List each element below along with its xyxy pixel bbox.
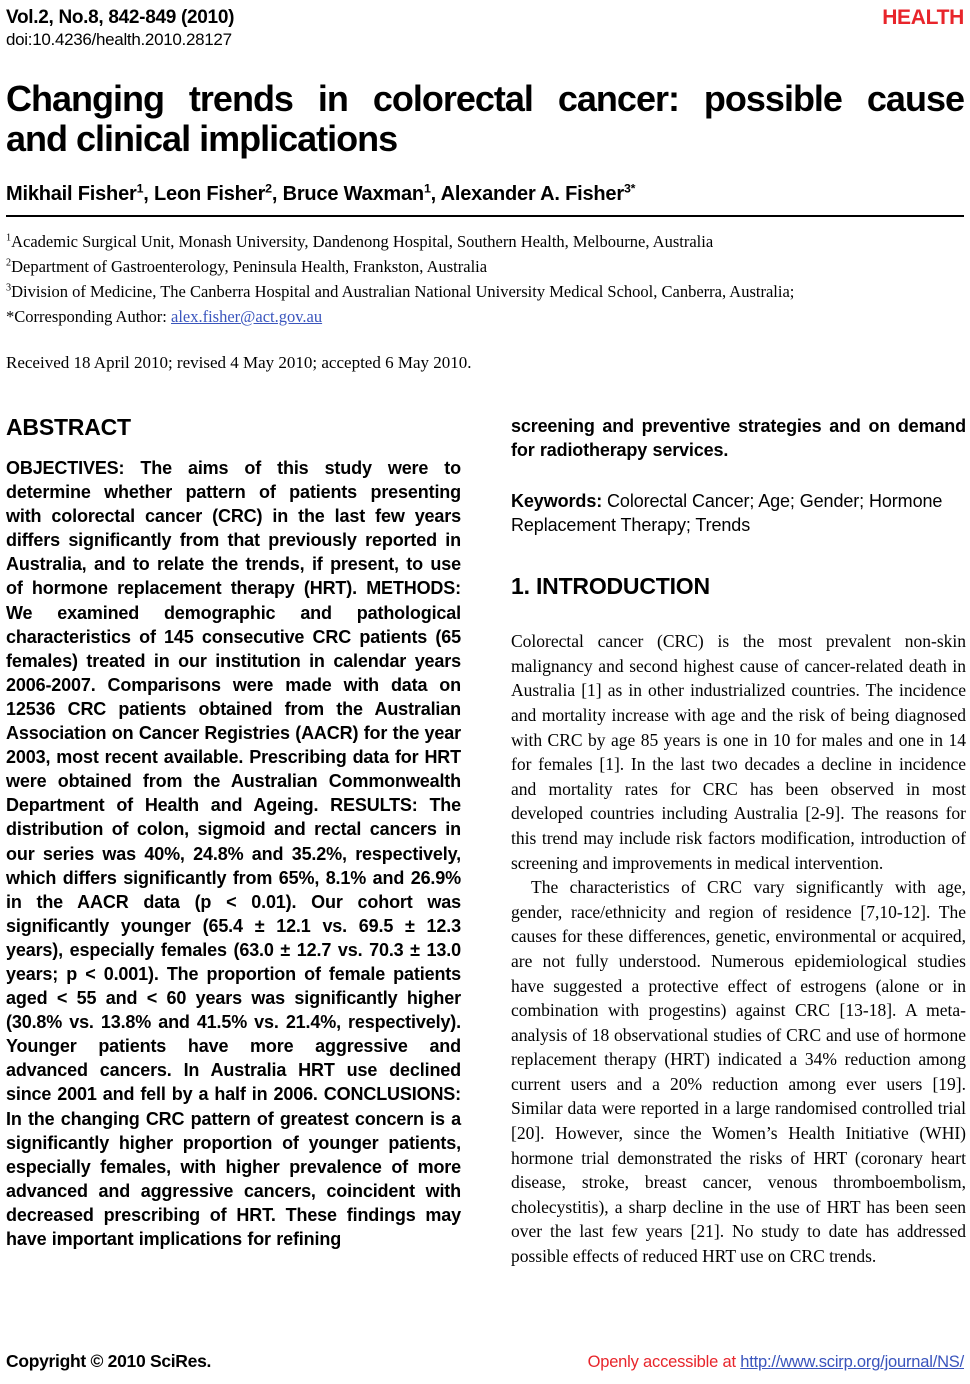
author-superscript: 2 [265, 181, 272, 196]
paper-title-line1: Changing trends in colorectal cancer: possible cause [6, 78, 964, 119]
affiliation-item: $^3$Division of Medicine, The Canberra Hospital and Australian National University Medical School, Canberra, Australia; [6, 282, 795, 301]
journal-issue-block [6, 6, 234, 50]
left-column [6, 414, 461, 1269]
journal-doi-line: doi:10.4236/health.2010.28127 [6, 30, 232, 49]
abstract-heading: ABSTRACT [6, 414, 131, 440]
keywords-label: Keywords: [511, 491, 603, 512]
title-divider [6, 215, 964, 217]
authors-line [6, 182, 964, 206]
journal-name: HEALTH [882, 6, 964, 29]
affiliations [6, 229, 964, 329]
paper-title [6, 79, 964, 159]
footer-access-text: Openly accessible at [587, 1353, 741, 1371]
author: Alexander A. Fisher$^{3*}$ [440, 181, 636, 205]
page-header [6, 6, 964, 50]
corresponding-author-email-link[interactable]: alex.fisher@act.gov.au [171, 307, 323, 326]
author: Leon Fisher$^2$, [154, 181, 283, 205]
footer-copyright: Copyright © 2010 SciRes. [6, 1351, 212, 1371]
corresponding-author-line [6, 304, 964, 329]
abstract-text: OBJECTIVES: The aims of this study were to determine whether pattern of patients presenting with colorectal cancer (CRC) in the last few years differs significantly from that previously reported in Australia, and to relate the trends, if present, to use of hormone replacement therapy (HRT). METHODS: We examined demographic and pathological characteristics of 145 consecutive CRC patients (65 females) treated in our institution in calendar years 2006-2007. Comparisons were made with data on 12536 CRC patients obtained from the Australian Association on Cancer Registries (AACR) for the year 2003, most recent available. Prescribing data for HRT were obtained from the Australian Commonwealth Department of Health and Ageing. RESULTS: The distribution of colon, sigmoid and rectal cancers in our series was 40%, 24.8% and 35.2%, respectively, which differs significantly from 65%, 8.1% and 26.9% in the AACR data (p < 0.01). Our cohort was significantly younger (65.4 ± 12.1 vs. 69.5 ± 12.3 years), especially females (63.0 ± 12.7 vs. 70.3 ± 13.0 years; p < 0.001). The proportion of female patients aged < 55 and < 60 years was significantly higher (30.8% vs. 13.8% and 41.5% vs. 21.4%, respectively). Younger patients have more aggressive and advanced cancers. In Australia HRT use declined since 2001 and fell by a half in 2006. CONCLUSIONS: In the changing CRC pattern of greatest concern is a significantly higher proportion of younger patients, especially females, with higher prevalence of more advanced and aggressive cancers, coincident with decreased prescribing of HRT. These findings may have important implications for refining [6, 458, 461, 1249]
introduction-paragraph: Colorectal cancer (CRC) is the most prevalent non-skin malignancy and second highest cause of cancer-related death in Australia [1] as in other industrialized countries. The incidence and mortality increase with age and the risk of being diagnosed with CRC by age 85 years is one in 10 for males and one in 14 for females [1]. In the last two decades a decline in incidence and mortality rates for CRC has been observed in most developed countries including Australia [2-9]. The reasons for this trend may include risk factors modification, introduction of screening and improvements in medical intervention. [511, 631, 966, 873]
footer-access-line [588, 1353, 964, 1372]
abstract-continuation: screening and preventive strategies and on demand for radiotherapy services. [511, 416, 966, 461]
footer-access-url-link[interactable]: http://www.scirp.org/journal/NS/ [740, 1353, 964, 1371]
affiliation-superscript: 3 [6, 282, 12, 294]
affiliation-item: $^1$Academic Surgical Unit, Monash University, Dandenong Hospital, Southern Health, Melbourne, Australia [6, 232, 714, 251]
introduction-heading: 1. INTRODUCTION [511, 573, 710, 600]
page-footer [6, 1351, 964, 1372]
received-dates-line: Received 18 April 2010; revised 4 May 2010; accepted 6 May 2010. [6, 353, 472, 372]
author-superscript: 1 [136, 181, 144, 196]
introduction-paragraph: The characteristics of CRC vary significantly with age, gender, race/ethnicity and region of residence [7,10-12]. The causes for these differences, genetic, environmental or acquired, are not fully understood. Numerous epidemiological studies have suggested a protective effect of estrogens (alone or in combination with progestins) against CRC [13-18]. A meta-analysis of 18 observational studies of CRC and use of hormone replacement therapy (HRT) indicated a 34% reduction among current users and a 20% reduction among ever users [19]. Similar data were reported in a large randomised controlled trial [20]. However, since the Women’s Health Initiative (WHI) hormone trial demonstrated the risks of HRT (coronary heart disease, stroke, breast cancer, venous thromboembolism, cholecystitis), a sharp decline in the use of HRT has been seen over the last few years [21]. No study to date has addressed possible effects of reduced HRT use on CRC trends. [511, 877, 966, 1267]
affiliation-superscript: 1 [6, 232, 12, 244]
affiliation-item: $^2$Department of Gastroenterology, Peninsula Health, Frankston, Australia [6, 257, 488, 276]
article-body [6, 414, 964, 1269]
author-superscript: 1 [423, 181, 431, 196]
corresponding-author-label: *Corresponding Author: [6, 307, 171, 326]
author: Bruce Waxman$^1$, [282, 181, 441, 205]
right-column [511, 414, 966, 1269]
author-superscript: 3* [623, 181, 636, 196]
keywords-line [511, 489, 966, 537]
journal-volume-line: Vol.2, No.8, 842-849 (2010) [6, 7, 235, 28]
introduction-text [511, 629, 966, 1268]
affiliation-superscript: 2 [6, 257, 12, 269]
author: Mikhail Fisher$^1$, [6, 181, 154, 205]
keywords-text: Colorectal Cancer; Age; Gender; Hormone Replacement Therapy; Trends [511, 491, 943, 536]
paper-title-line2: and clinical implications [6, 118, 398, 159]
